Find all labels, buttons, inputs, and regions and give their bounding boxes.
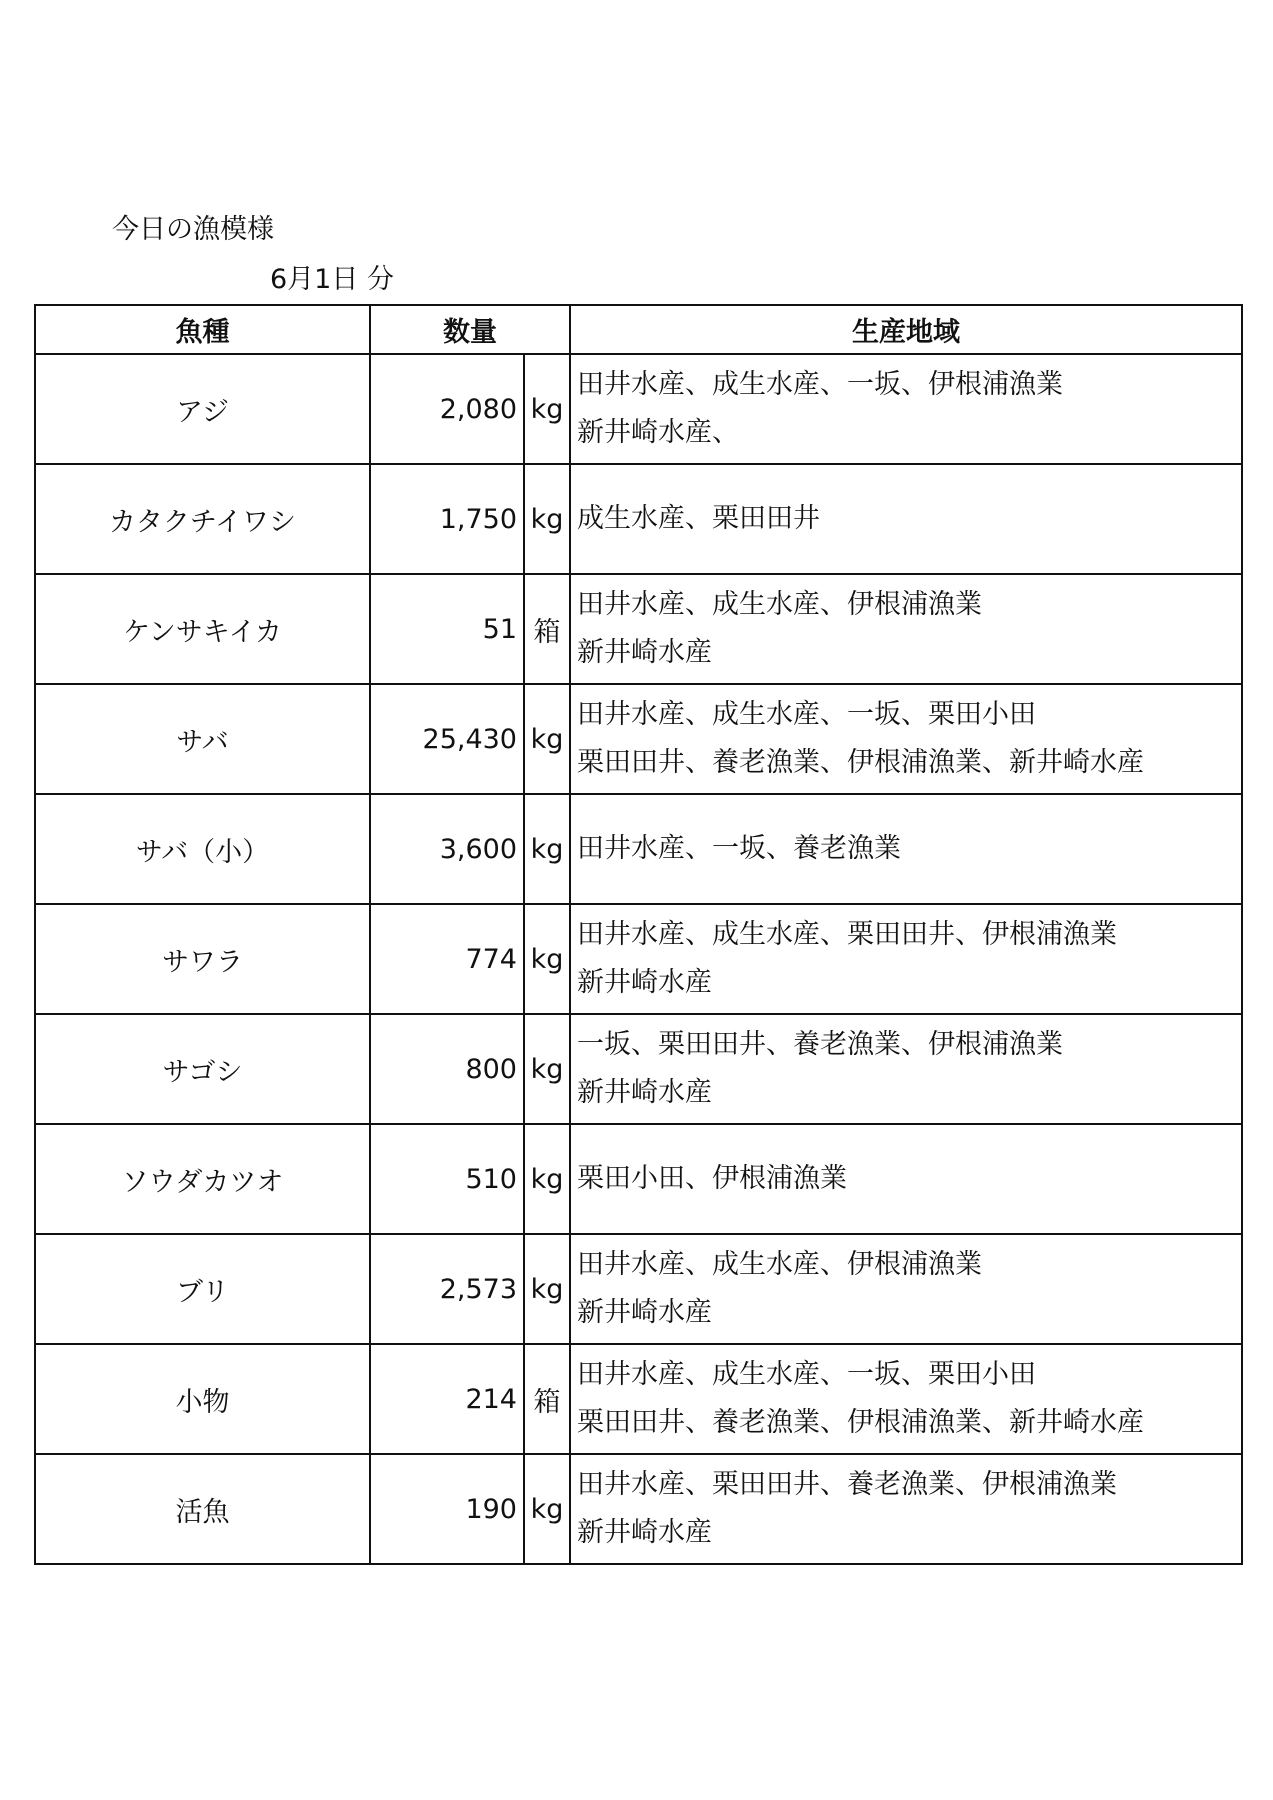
region-line: 田井水産、成生水産、一坂、栗田小田 bbox=[577, 1359, 1036, 1390]
quantity-value: 2,080 bbox=[370, 354, 524, 464]
region-line: 栗田田井、養老漁業、伊根浦漁業、新井崎水産 bbox=[577, 1407, 1144, 1438]
region-cell bbox=[570, 1454, 1242, 1564]
region-line: 田井水産、成生水産、伊根浦漁業 bbox=[577, 589, 982, 620]
table-row bbox=[35, 574, 1242, 684]
region-line: 田井水産、成生水産、一坂、栗田小田 bbox=[577, 699, 1036, 730]
region-line: 田井水産、成生水産、栗田田井、伊根浦漁業 bbox=[577, 919, 1117, 950]
region-line: 新井崎水産 bbox=[577, 1517, 712, 1548]
table-row bbox=[35, 1234, 1242, 1344]
quantity-unit: 箱 bbox=[524, 574, 570, 684]
region-line: 新井崎水産 bbox=[577, 637, 712, 668]
region-line: 新井崎水産 bbox=[577, 1297, 712, 1328]
region-cell bbox=[570, 904, 1242, 1014]
region-cell bbox=[570, 684, 1242, 794]
quantity-value: 190 bbox=[370, 1454, 524, 1564]
quantity-unit: kg bbox=[524, 1234, 570, 1344]
fish-name: サバ bbox=[35, 684, 370, 794]
table-row bbox=[35, 1014, 1242, 1124]
region-line: 栗田田井、養老漁業、伊根浦漁業、新井崎水産 bbox=[577, 747, 1144, 778]
quantity-value: 510 bbox=[370, 1124, 524, 1234]
region-cell bbox=[570, 574, 1242, 684]
region-cell bbox=[570, 1124, 1242, 1234]
table-header-row bbox=[35, 305, 1242, 354]
fish-name: サバ（小） bbox=[35, 794, 370, 904]
region-cell bbox=[570, 464, 1242, 574]
quantity-value: 214 bbox=[370, 1344, 524, 1454]
header-fish: 魚種 bbox=[35, 305, 370, 354]
quantity-unit: kg bbox=[524, 1014, 570, 1124]
region-line: 田井水産、一坂、養老漁業 bbox=[577, 833, 901, 864]
fish-name: 小物 bbox=[35, 1344, 370, 1454]
quantity-unit: kg bbox=[524, 464, 570, 574]
quantity-value: 51 bbox=[370, 574, 524, 684]
table-row bbox=[35, 904, 1242, 1014]
report-date: 6月1日 分 bbox=[270, 264, 394, 295]
region-cell bbox=[570, 794, 1242, 904]
region-line: 新井崎水産 bbox=[577, 1077, 712, 1108]
quantity-value: 1,750 bbox=[370, 464, 524, 574]
fish-name: 活魚 bbox=[35, 1454, 370, 1564]
region-line: 田井水産、成生水産、一坂、伊根浦漁業 bbox=[577, 369, 1063, 400]
quantity-unit: kg bbox=[524, 1124, 570, 1234]
fish-name: ブリ bbox=[35, 1234, 370, 1344]
catch-table bbox=[34, 304, 1243, 1565]
table-row bbox=[35, 684, 1242, 794]
region-line: 新井崎水産、 bbox=[577, 417, 739, 448]
region-line: 田井水産、栗田田井、養老漁業、伊根浦漁業 bbox=[577, 1469, 1117, 1500]
table-row bbox=[35, 1124, 1242, 1234]
quantity-unit: kg bbox=[524, 1454, 570, 1564]
header-region: 生産地域 bbox=[570, 305, 1242, 354]
region-cell bbox=[570, 1014, 1242, 1124]
quantity-unit: kg bbox=[524, 354, 570, 464]
quantity-value: 2,573 bbox=[370, 1234, 524, 1344]
quantity-value: 774 bbox=[370, 904, 524, 1014]
table-row bbox=[35, 354, 1242, 464]
region-line: 成生水産、栗田田井 bbox=[577, 503, 820, 534]
table-row bbox=[35, 1344, 1242, 1454]
region-cell bbox=[570, 354, 1242, 464]
header-quantity: 数量 bbox=[370, 305, 570, 354]
fish-name: ソウダカツオ bbox=[35, 1124, 370, 1234]
quantity-unit: kg bbox=[524, 794, 570, 904]
quantity-value: 25,430 bbox=[370, 684, 524, 794]
table-row bbox=[35, 794, 1242, 904]
region-line: 新井崎水産 bbox=[577, 967, 712, 998]
table-row bbox=[35, 464, 1242, 574]
fish-name: アジ bbox=[35, 354, 370, 464]
fish-name: サワラ bbox=[35, 904, 370, 1014]
quantity-unit: 箱 bbox=[524, 1344, 570, 1454]
fish-name: カタクチイワシ bbox=[35, 464, 370, 574]
quantity-value: 800 bbox=[370, 1014, 524, 1124]
region-line: 田井水産、成生水産、伊根浦漁業 bbox=[577, 1249, 982, 1280]
quantity-unit: kg bbox=[524, 684, 570, 794]
quantity-unit: kg bbox=[524, 904, 570, 1014]
region-cell bbox=[570, 1344, 1242, 1454]
fish-name: ケンサキイカ bbox=[35, 574, 370, 684]
quantity-value: 3,600 bbox=[370, 794, 524, 904]
region-line: 栗田小田、伊根浦漁業 bbox=[577, 1163, 847, 1194]
region-line: 一坂、栗田田井、養老漁業、伊根浦漁業 bbox=[577, 1029, 1063, 1060]
page-title: 今日の漁模様 bbox=[112, 214, 274, 245]
fish-name: サゴシ bbox=[35, 1014, 370, 1124]
region-cell bbox=[570, 1234, 1242, 1344]
table-row bbox=[35, 1454, 1242, 1564]
